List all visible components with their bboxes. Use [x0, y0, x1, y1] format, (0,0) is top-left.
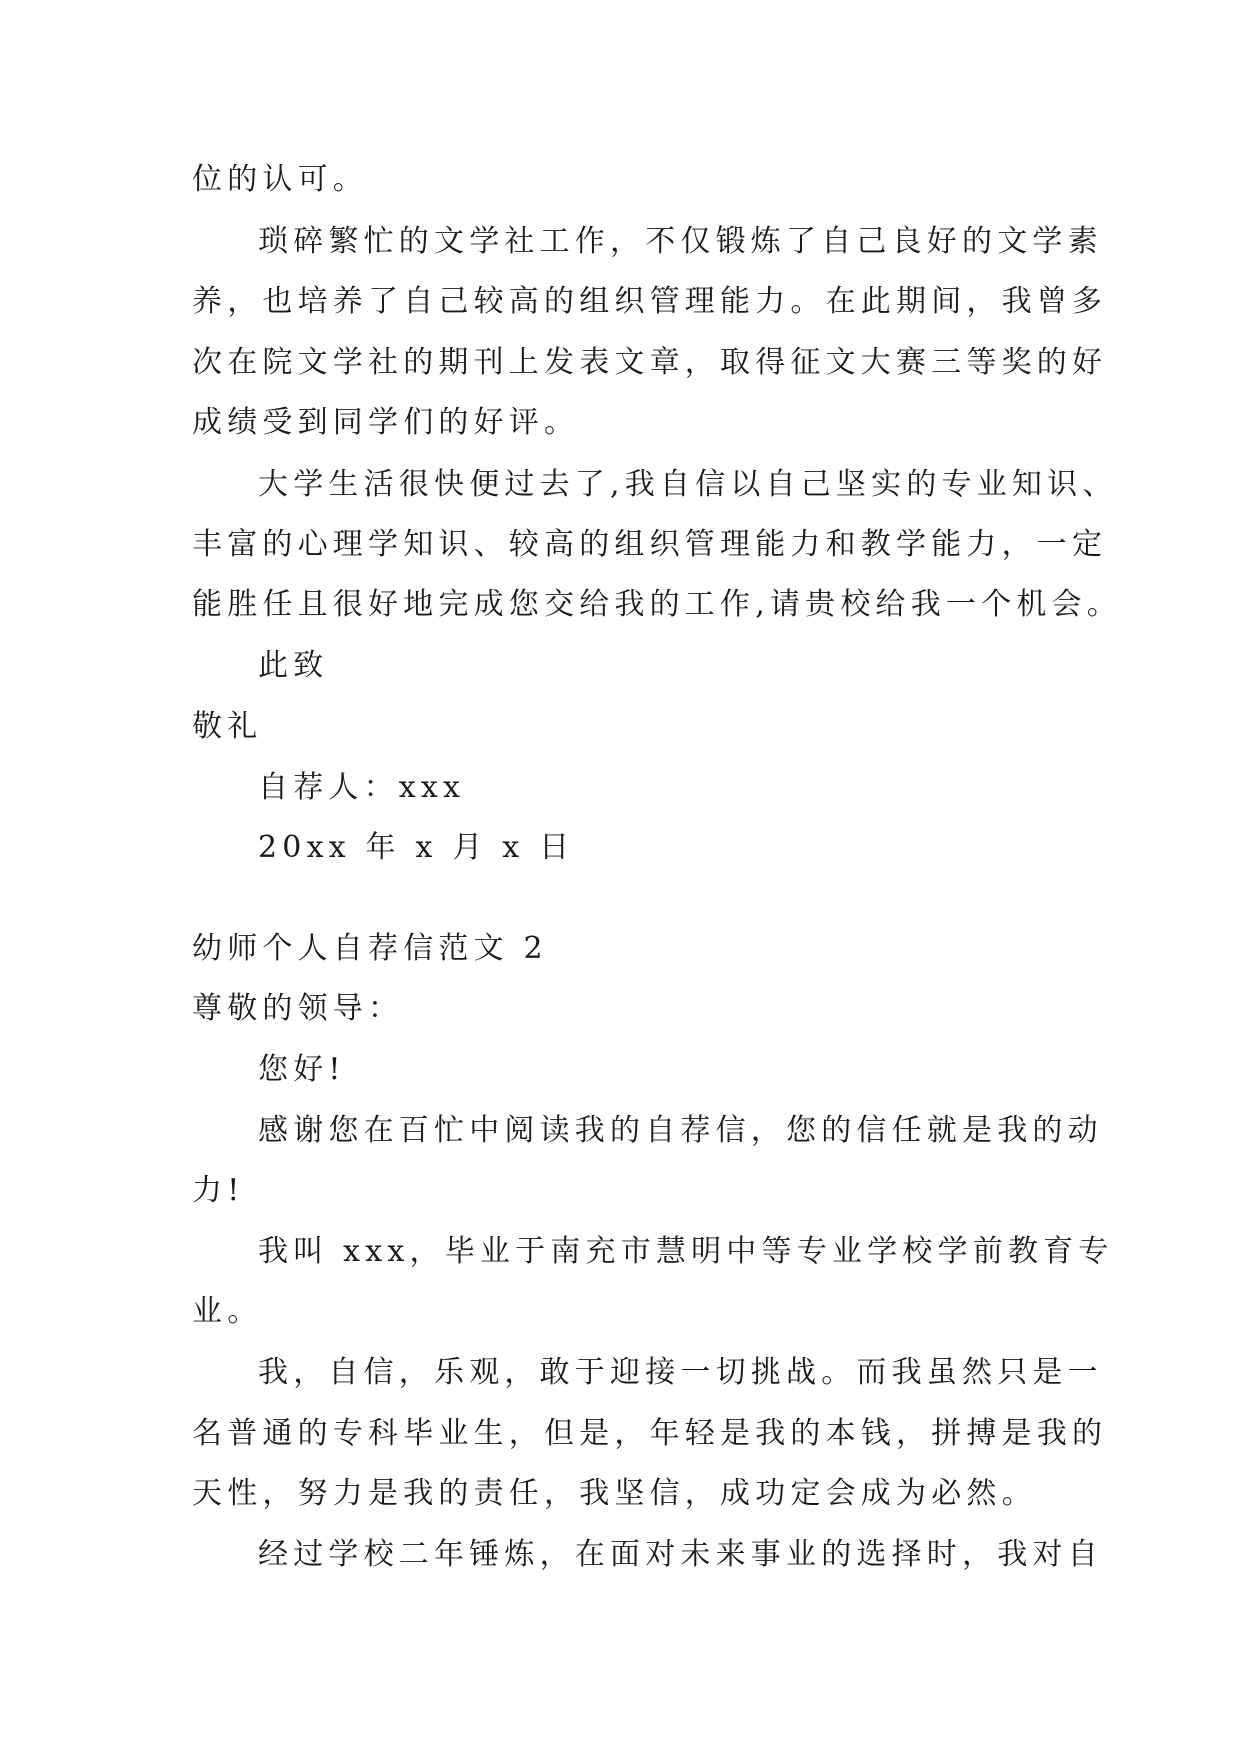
text-line: 感谢您在百忙中阅读我的自荐信，您的信任就是我的动 [258, 1113, 1103, 1148]
text-line: 丰富的心理学知识、较高的组织管理能力和教学能力，一定 [192, 527, 1108, 562]
text-line: 成绩受到同学们的好评。 [192, 405, 580, 440]
text-line: 我，自信，乐观，敢于迎接一切挑战。而我虽然只是一 [258, 1355, 1103, 1390]
text-line: 琐碎繁忙的文学社工作，不仅锻炼了自己良好的文学素 [258, 224, 1103, 259]
text-line: 位的认可。 [192, 162, 368, 197]
text-line: 大学生活很快便过去了,我自信以自己坚实的专业知识、 [258, 467, 1118, 502]
text-line: 次在院文学社的期刊上发表文章，取得征文大赛三等奖的好 [192, 345, 1108, 380]
text-line: 业。 [192, 1294, 263, 1329]
text-line: 养，也培养了自己较高的组织管理能力。在此期间，我曾多 [192, 284, 1108, 319]
text-line: 您好! [258, 1052, 346, 1087]
text-line: 尊敬的领导： [192, 991, 404, 1026]
text-line: 能胜任且很好地完成您交给我的工作,请贵校给我一个机会。 [192, 587, 1122, 622]
text-line: 名普通的专科毕业生，但是，年轻是我的本钱，拼搏是我的 [192, 1416, 1108, 1451]
text-line: 20xx 年 x 月 x 日 [258, 830, 575, 865]
text-line: 此致 [258, 648, 329, 683]
text-line: 天性，努力是我的责任，我坚信，成功定会成为必然。 [192, 1476, 1037, 1511]
text-line: 我叫 xxx，毕业于南充市慧明中等专业学校学前教育专 [258, 1234, 1114, 1269]
section-heading: 幼师个人自荐信范文 2 [192, 931, 548, 966]
text-line: 力! [192, 1173, 245, 1208]
text-line: 敬礼 [192, 709, 263, 744]
text-line: 经过学校二年锤炼，在面对未来事业的选择时，我对自 [258, 1537, 1103, 1572]
text-line: 自荐人：xxx [258, 770, 466, 805]
